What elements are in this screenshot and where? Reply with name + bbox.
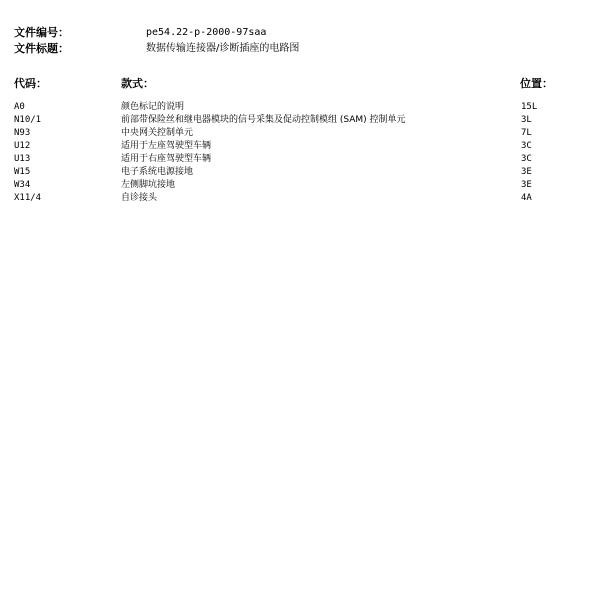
component-description: 电子系统电源接地 [121, 167, 194, 177]
table-row [0, 153, 603, 166]
component-description: 左侧脚坑接地 [121, 180, 176, 190]
component-description: 前部带保险丝和继电器模块的信号采集及促动控制模组 (SAM) 控制单元 [121, 115, 406, 125]
component-code: N93 [14, 128, 31, 138]
component-location: 7L [521, 128, 532, 138]
component-location: 3C [521, 154, 532, 164]
table-row [0, 192, 603, 205]
component-list [0, 101, 603, 205]
document-number-value: pe54.22-p-2000-97saa [146, 27, 267, 38]
component-description: 颜色标记的说明 [121, 102, 185, 112]
component-description: 中央网关控制单元 [121, 128, 194, 138]
component-code: N10/1 [14, 115, 42, 125]
component-description: 适用于右座驾驶型车辆 [121, 154, 212, 164]
column-header-location: 位置： [520, 77, 553, 90]
document-title-value: 数据传输连接器/诊断插座的电路图 [146, 43, 300, 54]
table-row [0, 140, 603, 153]
component-description: 适用于左座驾驶型车辆 [121, 141, 212, 151]
component-location: 3C [521, 141, 532, 151]
component-location: 3E [521, 180, 532, 190]
component-code: U12 [14, 141, 31, 151]
component-location: 3E [521, 167, 532, 177]
column-header-code: 代码： [14, 77, 47, 90]
component-location: 4A [521, 193, 532, 203]
table-row [0, 101, 603, 114]
component-location: 3L [521, 115, 532, 125]
component-code: X11/4 [14, 193, 42, 203]
component-location: 15L [521, 102, 538, 112]
component-code: W34 [14, 180, 31, 190]
column-header-description: 款式： [121, 77, 154, 90]
document-number-label: 文件编号： [14, 26, 69, 39]
component-code: A0 [14, 102, 25, 112]
table-row [0, 166, 603, 179]
component-description: 自诊接头 [121, 193, 158, 203]
table-row [0, 114, 603, 127]
component-code: U13 [14, 154, 31, 164]
document-title-label: 文件标题： [14, 42, 69, 55]
component-code: W15 [14, 167, 31, 177]
table-row [0, 179, 603, 192]
table-row [0, 127, 603, 140]
